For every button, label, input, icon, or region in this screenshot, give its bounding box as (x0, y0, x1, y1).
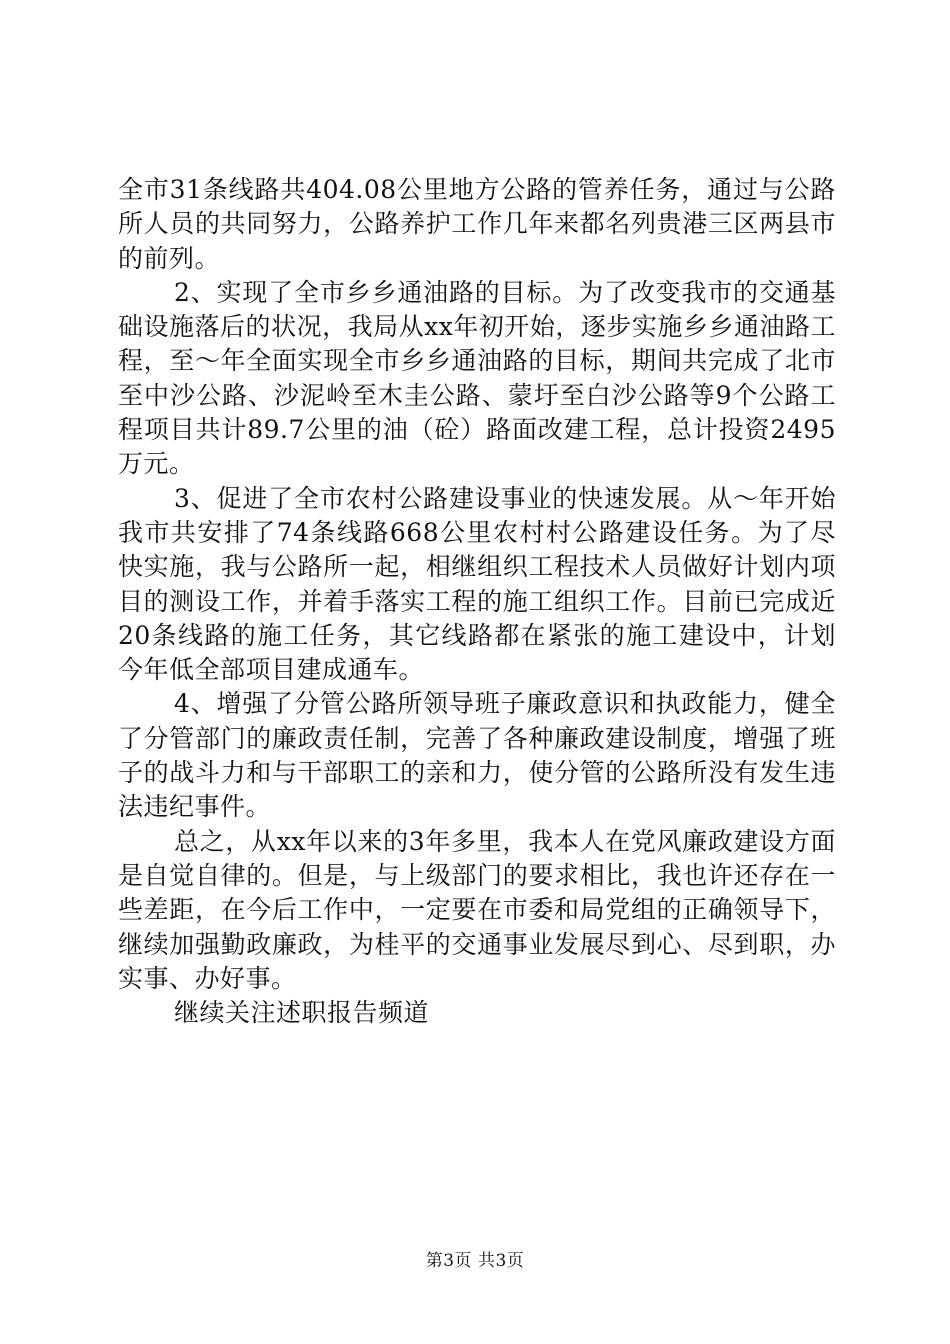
paragraph-road-maintenance: 全市31条线路共404.08公里地方公路的管养任务，通过与公路所人员的共同努力，公路养护工作几年来都名列贵港三区两县市的前列。 (118, 175, 836, 273)
paragraph-integrity-awareness: 4、增强了分管公路所领导班子廉政意识和执政能力，健全了分管部门的廉政责任制，完善了各种廉政建设制度，增强了班子的战斗力和与干部职工的亲和力，使分管的公路所没有发生违法违纪事件。 (118, 689, 836, 822)
page-number-footer: 第3页 共3页 (425, 1251, 525, 1271)
paragraph-rural-roads: 3、促进了全市农村公路建设事业的快速发展。从～年开始我市共安排了74条线路668公里农村村公路建设任务。为了尽快实施，我与公路所一起，相继组织工程技术人员做好计划内项目的测设工作，并着手落实工程的施工组织工作。目前已完成近20条线路的施工任务，其它线路都在紧张的施工建设中，计划今年低全部项目建成通车。 (118, 483, 836, 685)
paragraph-township-roads: 2、实现了全市乡乡通油路的目标。为了改变我市的交通基础设施落后的状况，我局从xx年初开始，逐步实施乡乡通油路工程，至～年全面实现全市乡乡通油路的目标，期间共完成了北市至中沙公路、沙泥岭至木圭公路、蒙圩至白沙公路等9个公路工程项目共计89.7公里的油（砼）路面改建工程，总计投资2495万元。 (118, 277, 836, 479)
document-body (118, 173, 836, 1030)
paragraph-channel-note: 继续关注述职报告频道 (174, 998, 430, 1028)
paragraph-summary: 总之，从xx年以来的3年多里，我本人在党风廉政建设方面是自觉自律的。但是，与上级部门的要求相比，我也许还存在一些差距，在今后工作中，一定要在市委和局党组的正确领导下，继续加强勤政廉政，为桂平的交通事业发展尽到心、尽到职，办实事、办好事。 (118, 826, 836, 993)
